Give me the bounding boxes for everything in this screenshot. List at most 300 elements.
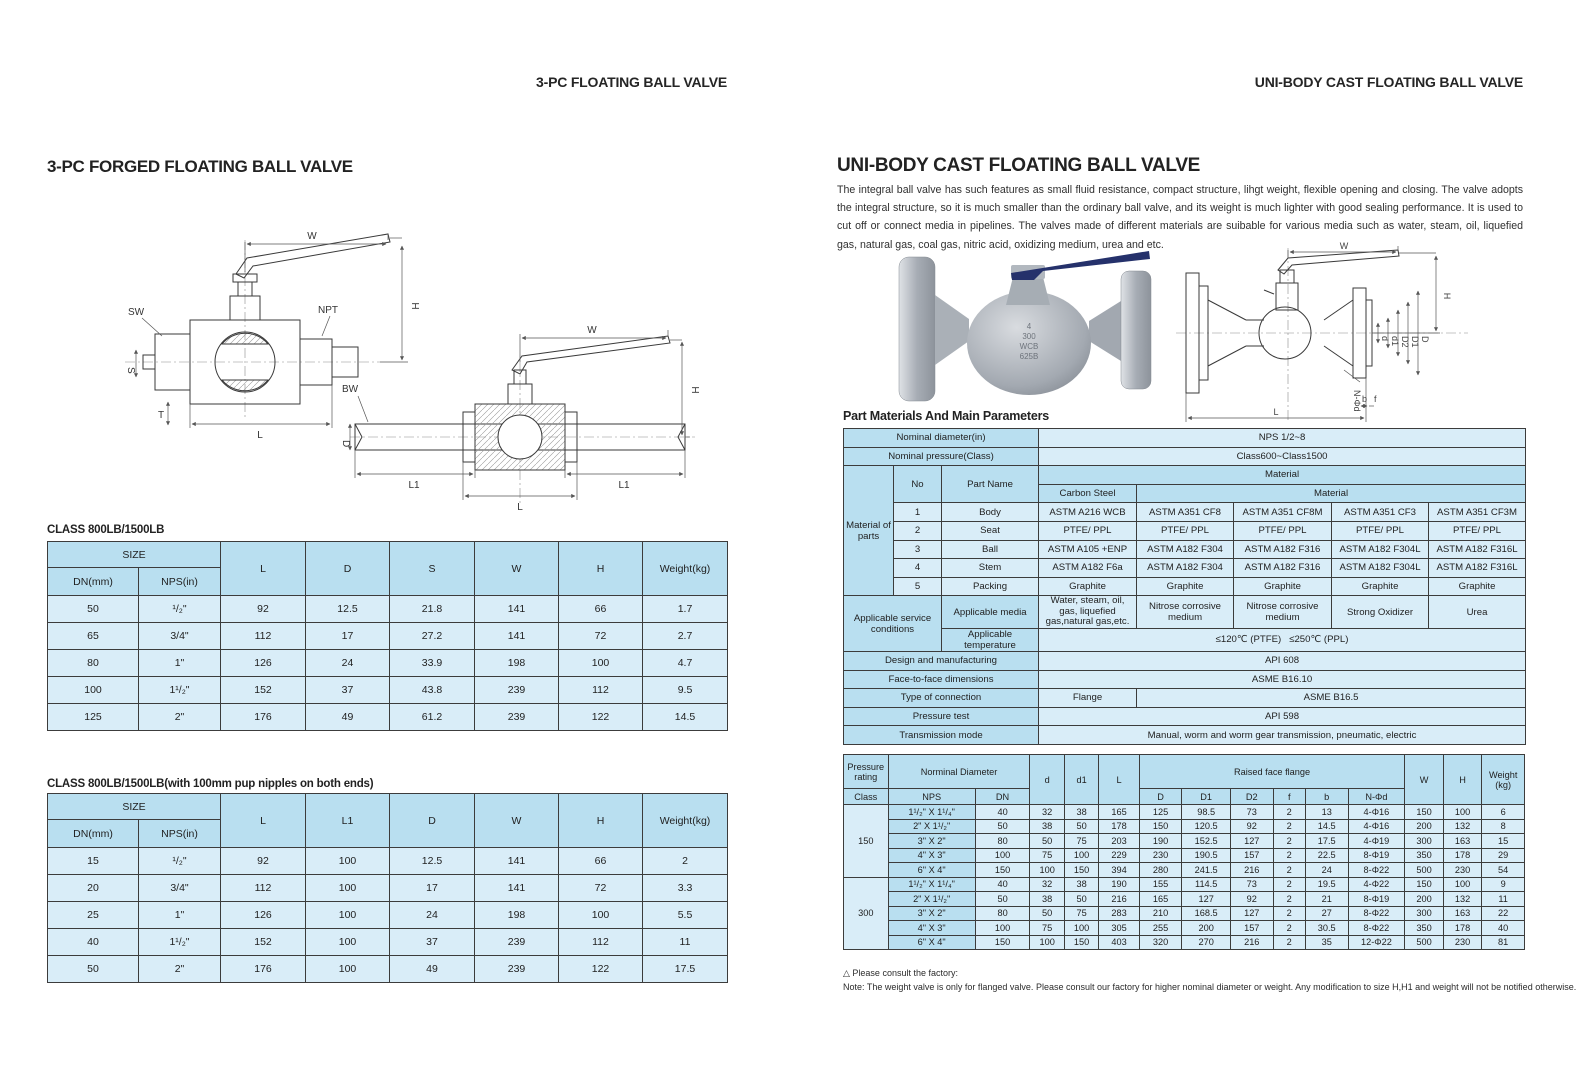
table-header-row (48, 794, 728, 820)
table-row (844, 863, 1525, 878)
table-cell: 200 (1405, 892, 1444, 907)
table-cell: 75 (1064, 906, 1098, 921)
applicable-temp-value: ≤120℃ (PTFE) ≤250℃ (PPL) (1039, 628, 1526, 651)
table-cell: 9.5 (643, 677, 728, 704)
table-cell: 50 (975, 819, 1030, 834)
table-cell: ASTM A351 CF3M (1429, 503, 1526, 522)
table-cell: 239 (475, 704, 559, 731)
table-cell: 6 (1482, 805, 1525, 820)
table-cell: 178 (1443, 848, 1482, 863)
svg-text:625B: 625B (1019, 352, 1039, 361)
table-cell: 500 (1405, 863, 1444, 878)
table2-caption: CLASS 800LB/1500LB(with 100mm pup nipples on both ends) (47, 778, 374, 790)
class-800-1500-table (47, 541, 728, 731)
table-cell: 92 (1230, 819, 1273, 834)
dim-label-D: D (1420, 336, 1430, 343)
table-cell: 66 (559, 596, 643, 623)
dim-label-l2: L (517, 502, 523, 513)
table-row (844, 726, 1526, 745)
material-sub-header: Material (1137, 484, 1526, 503)
svg-text:300: 300 (1022, 332, 1036, 341)
table-row (844, 670, 1526, 689)
table-row (844, 466, 1526, 485)
dim-label-nfd: N-Φd (1352, 390, 1362, 412)
dim-label-dsm: d (1380, 336, 1390, 342)
table-row (844, 447, 1526, 466)
table-cell: 100 (559, 650, 643, 677)
table-cell: 3" X 2" (888, 906, 975, 921)
table-cell: 32 (1030, 877, 1064, 892)
rff-col: D2 (1230, 789, 1273, 805)
nominal-diameter-header: Norminal Diameter (888, 755, 1030, 789)
table-cell: 29 (1482, 848, 1525, 863)
table-cell: 141 (475, 875, 559, 902)
table-cell: 8-Φ19 (1348, 848, 1405, 863)
dim-label-d1: d1 (1390, 336, 1400, 347)
table-cell: 14.5 (643, 704, 728, 731)
table-cell: 132 (1443, 892, 1482, 907)
table-cell: 24 (390, 902, 475, 929)
table-row (844, 877, 1525, 892)
table-cell: ASTM A182 F304 (1137, 559, 1234, 578)
table-cell: 8-Φ22 (1348, 906, 1405, 921)
connection-std: ASME B16.5 (1137, 689, 1526, 708)
table-cell: 15 (1482, 834, 1525, 849)
rff-col: D (1139, 789, 1182, 805)
table-cell: 112 (221, 875, 306, 902)
table-cell: 157 (1230, 921, 1273, 936)
table-cell: 22 (1482, 906, 1525, 921)
table-cell: PTFE/ PPL (1039, 521, 1137, 540)
media-value: Water, steam, oil, gas, liquefied gas,natural gas,etc. (1039, 596, 1137, 629)
dim-label-l: L (257, 430, 263, 441)
table-cell: 3/4" (139, 623, 221, 650)
table-cell: 2" X 1¹/₂" (888, 892, 975, 907)
table-row (844, 805, 1525, 820)
H-header: H (1443, 755, 1482, 805)
dim-label-d: D (340, 440, 351, 448)
dn-header: DN(mm) (48, 568, 139, 596)
table-cell: 216 (1230, 863, 1273, 878)
table-cell: 176 (221, 956, 306, 983)
table-row (844, 503, 1526, 522)
footnote-1: △ Please consult the factory: (843, 968, 958, 978)
rff-col: f (1273, 789, 1305, 805)
table-cell: 49 (306, 704, 390, 731)
table-cell: 38 (1064, 877, 1098, 892)
table-cell: 100 (306, 902, 390, 929)
table-row (844, 819, 1525, 834)
table-cell: 27 (1305, 906, 1348, 921)
connection-type: Flange (1039, 689, 1137, 708)
rff-col: D1 (1182, 789, 1231, 805)
table-cell: 114.5 (1182, 877, 1231, 892)
col-header: S (390, 542, 475, 596)
table-cell: 40 (48, 929, 139, 956)
L-header: L (1099, 755, 1140, 805)
table-cell: 2 (1273, 892, 1305, 907)
table-cell: 1¹/₂" X 1¹/₄" (888, 805, 975, 820)
table-cell: 100 (306, 875, 390, 902)
table-cell: 35 (1305, 935, 1348, 950)
dim-label-h3: H (1442, 292, 1452, 300)
dim-label-w: W (307, 231, 317, 242)
table-cell: 72 (559, 623, 643, 650)
right-section-title: UNI-BODY CAST FLOATING BALL VALVE (837, 155, 1201, 176)
table-cell: Seat (942, 521, 1039, 540)
table-cell: 112 (221, 623, 306, 650)
dim-label-l1-right: L1 (618, 480, 630, 491)
table-cell: 50 (1064, 892, 1098, 907)
part-materials-table (843, 428, 1526, 745)
table-cell: 49 (390, 956, 475, 983)
table-cell: 100 (975, 848, 1030, 863)
table-cell: 17.5 (643, 956, 728, 983)
col-header: L1 (306, 794, 390, 848)
table-cell: 241.5 (1182, 863, 1231, 878)
table-cell: 112 (559, 929, 643, 956)
dimension-lines-cad (1186, 246, 1440, 422)
table-row (48, 596, 728, 623)
table-cell: 40 (1482, 921, 1525, 936)
col-header: Weight(kg) (643, 794, 728, 848)
table-cell: 43.8 (390, 677, 475, 704)
table-cell: 100 (1030, 935, 1064, 950)
table-cell: 2 (1273, 921, 1305, 936)
table-row (844, 540, 1526, 559)
table-cell: 178 (1099, 819, 1140, 834)
dim-label-d2: D2 (1400, 336, 1410, 348)
table-cell: PTFE/ PPL (1429, 521, 1526, 540)
table-cell: 73 (1230, 877, 1273, 892)
table-cell: 21 (1305, 892, 1348, 907)
table-cell: 157 (1230, 848, 1273, 863)
table-cell: 394 (1099, 863, 1140, 878)
table-cell: 66 (559, 848, 643, 875)
media-value: Nitrose corrosive medium (1234, 596, 1332, 629)
table-cell: 3.3 (643, 875, 728, 902)
table-row (844, 921, 1525, 936)
dim-label-l1-left: L1 (408, 480, 420, 491)
table-cell: 2 (1273, 863, 1305, 878)
table-cell: 163 (1443, 834, 1482, 849)
table-cell: 198 (475, 902, 559, 929)
table-cell: 165 (1139, 892, 1182, 907)
table-row (844, 429, 1526, 448)
table-cell: 54 (1482, 863, 1525, 878)
table-cell: Ball (942, 540, 1039, 559)
table-cell: 126 (221, 650, 306, 677)
table-cell: ASTM A182 F6a (1039, 559, 1137, 578)
table-cell: 73 (1230, 805, 1273, 820)
table-cell: 100 (1030, 863, 1064, 878)
table-cell: 127 (1182, 892, 1231, 907)
table-cell: 150 (975, 863, 1030, 878)
table-cell: 2 (643, 848, 728, 875)
materials-caption: Part Materials And Main Parameters (843, 409, 1050, 423)
table-cell: 141 (475, 596, 559, 623)
table-cell: 4.7 (643, 650, 728, 677)
table-cell: 270 (1182, 935, 1231, 950)
table-header-row (844, 755, 1525, 789)
table1-caption: CLASS 800LB/1500LB (47, 524, 165, 536)
table-cell: 11 (1482, 892, 1525, 907)
table-cell: 17 (306, 623, 390, 650)
table-cell: 100 (975, 921, 1030, 936)
table-cell: 30.5 (1305, 921, 1348, 936)
welded-valve-section-view (350, 336, 695, 504)
applicable-temp-label: Applicable temperature (942, 628, 1039, 651)
flanged-valve-outline (1176, 248, 1468, 420)
rff-col: N-Φd (1348, 789, 1405, 805)
table-cell: Packing (942, 577, 1039, 596)
table-cell: 350 (1405, 848, 1444, 863)
table-row (48, 902, 728, 929)
table-cell: 4-Φ16 (1348, 805, 1405, 820)
dim-label-h2: H (689, 386, 700, 394)
table-cell: 2" (139, 704, 221, 731)
table-cell: 12.5 (306, 596, 390, 623)
table-cell: ASTM A182 F304L (1332, 559, 1429, 578)
dim-label-l3: L (1273, 407, 1279, 417)
transmission-label: Transmission mode (844, 726, 1039, 745)
raised-face-flange-header: Raised face flange (1139, 755, 1405, 789)
table-cell: 19.5 (1305, 877, 1348, 892)
dim-label-D1: D1 (1410, 336, 1420, 348)
table-cell: 37 (390, 929, 475, 956)
table-row (844, 892, 1525, 907)
table-cell: 33.9 (390, 650, 475, 677)
f2f-label: Face-to-face dimensions (844, 670, 1039, 689)
table-cell: 2 (894, 521, 942, 540)
table-cell: 1" (139, 902, 221, 929)
table-cell: 320 (1139, 935, 1182, 950)
table-cell: 255 (1139, 921, 1182, 936)
table-cell: ASTM A182 F316L (1429, 540, 1526, 559)
table-cell: 280 (1139, 863, 1182, 878)
class-header: Class (844, 789, 889, 805)
table-cell: 1¹/₂" (139, 929, 221, 956)
table-cell: 141 (475, 848, 559, 875)
nominal-diameter-value: NPS 1/2~8 (1039, 429, 1526, 448)
table-cell: 22.5 (1305, 848, 1348, 863)
table-cell: 2 (1273, 877, 1305, 892)
table-cell: 40 (975, 877, 1030, 892)
dim-label-w2: W (587, 325, 597, 336)
table-cell: 1.7 (643, 596, 728, 623)
rff-col: b (1305, 789, 1348, 805)
table-cell: 150 (844, 805, 889, 878)
dim-label-f: f (1374, 394, 1377, 404)
table-cell: Graphite (1137, 577, 1234, 596)
nominal-pressure-value: Class600~Class1500 (1039, 447, 1526, 466)
table-cell: 100 (1443, 805, 1482, 820)
table-cell: 100 (306, 848, 390, 875)
table-cell: 239 (475, 677, 559, 704)
table-cell: 17 (390, 875, 475, 902)
table-cell: 150 (975, 935, 1030, 950)
table-cell: 81 (1482, 935, 1525, 950)
table-cell: 100 (48, 677, 139, 704)
table-cell: 150 (1064, 935, 1098, 950)
design-label: Design and manufacturing (844, 651, 1039, 670)
table-cell: 37 (306, 677, 390, 704)
table-row (844, 559, 1526, 578)
table-cell: 3" X 2" (888, 834, 975, 849)
table-cell: 150 (1405, 805, 1444, 820)
table-row (48, 848, 728, 875)
table-cell: 100 (306, 956, 390, 983)
table-row (48, 677, 728, 704)
table-cell: ¹/₂" (139, 848, 221, 875)
table-cell: ASTM A351 CF3 (1332, 503, 1429, 522)
table-cell: Graphite (1234, 577, 1332, 596)
media-value: Nitrose corrosive medium (1137, 596, 1234, 629)
table-row (844, 834, 1525, 849)
dim-label-h: H (409, 302, 420, 310)
table-cell: ¹/₂" (139, 596, 221, 623)
table-cell: 5.5 (643, 902, 728, 929)
pressure-test-label: Pressure test (844, 707, 1039, 726)
table-cell: ASTM A182 F316L (1429, 559, 1526, 578)
table-cell: 80 (975, 906, 1030, 921)
dim-label-bw: BW (342, 384, 359, 395)
table-cell: ASTM A182 F304 (1137, 540, 1234, 559)
table-row (844, 628, 1526, 651)
table-cell: 500 (1405, 935, 1444, 950)
pressure-rating-header: Pressure rating (844, 755, 889, 789)
table-cell: 12-Φ22 (1348, 935, 1405, 950)
table-cell: 190.5 (1182, 848, 1231, 863)
table-cell: 216 (1099, 892, 1140, 907)
applicable-media-label: Applicable media (942, 596, 1039, 629)
table-row (844, 707, 1526, 726)
table-row (844, 596, 1526, 629)
table-cell: 178 (1443, 921, 1482, 936)
table-cell: 8-Φ22 (1348, 863, 1405, 878)
table-cell: 126 (221, 902, 306, 929)
table-cell: 2 (1273, 935, 1305, 950)
col-header: H (559, 542, 643, 596)
table-cell: 100 (1443, 877, 1482, 892)
connection-label: Type of connection (844, 689, 1039, 708)
table-row (844, 848, 1525, 863)
table-cell: 50 (1030, 906, 1064, 921)
table-row (48, 956, 728, 983)
table-row (844, 651, 1526, 670)
col-header: Weight(kg) (643, 542, 728, 596)
nominal-diameter-label: Nominal diameter(in) (844, 429, 1039, 448)
table-cell: 21.8 (390, 596, 475, 623)
table-cell: 190 (1139, 834, 1182, 849)
table-cell: 2 (1273, 848, 1305, 863)
table-row (844, 521, 1526, 540)
table-row (844, 689, 1526, 708)
col-header: D (390, 794, 475, 848)
table-cell: 168.5 (1182, 906, 1231, 921)
table-cell: 14.5 (1305, 819, 1348, 834)
nps-header: NPS(in) (139, 820, 221, 848)
col-header: W (475, 794, 559, 848)
table-cell: 300 (844, 877, 889, 950)
table-cell: 165 (1099, 805, 1140, 820)
uni-body-valve-drawing (1168, 238, 1488, 428)
material-header: Material (1039, 466, 1526, 485)
table-cell: 230 (1139, 848, 1182, 863)
table-cell: 4 (894, 559, 942, 578)
table-row (844, 906, 1525, 921)
table-cell: 98.5 (1182, 805, 1231, 820)
table-header-row (48, 542, 728, 568)
media-value: Urea (1429, 596, 1526, 629)
table-cell: Graphite (1429, 577, 1526, 596)
table-cell: 300 (1405, 834, 1444, 849)
table-cell: 12.5 (390, 848, 475, 875)
table-cell: 75 (1030, 848, 1064, 863)
weight-header: Weight (kg) (1482, 755, 1525, 805)
table-cell: 125 (1139, 805, 1182, 820)
table-row (48, 929, 728, 956)
table-cell: 8-Φ22 (1348, 921, 1405, 936)
table-cell: 150 (1139, 819, 1182, 834)
table-cell: 24 (1305, 863, 1348, 878)
table-cell: 100 (1064, 921, 1098, 936)
table-cell: 230 (1443, 863, 1482, 878)
table-row (844, 577, 1526, 596)
table-cell: 11 (643, 929, 728, 956)
table-cell: 155 (1139, 877, 1182, 892)
table-cell: ASTM A105 +ENP (1039, 540, 1137, 559)
table-cell: 6" X 4" (888, 863, 975, 878)
size-header: SIZE (48, 542, 221, 568)
table-cell: 2 (1273, 906, 1305, 921)
table-cell: 200 (1182, 921, 1231, 936)
table-cell: 4-Φ22 (1348, 877, 1405, 892)
table-cell: 152.5 (1182, 834, 1231, 849)
table-cell: 163 (1443, 906, 1482, 921)
table-cell: 3/4" (139, 875, 221, 902)
table-cell: 132 (1443, 819, 1482, 834)
carbon-steel-header: Carbon Steel (1039, 484, 1137, 503)
table-cell: 38 (1030, 892, 1064, 907)
table-cell: 75 (1030, 921, 1064, 936)
f2f-value: ASME B16.10 (1039, 670, 1526, 689)
col-header: D (306, 542, 390, 596)
table-cell: 230 (1443, 935, 1482, 950)
table-cell: 75 (1064, 834, 1098, 849)
table-cell: 100 (559, 902, 643, 929)
table-cell: 32 (1030, 805, 1064, 820)
table-cell: 350 (1405, 921, 1444, 936)
table-cell: 1" (139, 650, 221, 677)
col-header: W (475, 542, 559, 596)
dn-header: DN(mm) (48, 820, 139, 848)
table-cell: 152 (221, 929, 306, 956)
table-cell: 50 (975, 892, 1030, 907)
table-cell: 80 (48, 650, 139, 677)
pressure-test-value: API 598 (1039, 707, 1526, 726)
table-cell: ASTM A182 F316 (1234, 559, 1332, 578)
left-page-header: 3-PC FLOATING BALL VALVE (536, 74, 727, 90)
dim-label-s: S (125, 367, 136, 374)
table-cell: 24 (306, 650, 390, 677)
table-cell: 13 (1305, 805, 1348, 820)
table-cell: 72 (559, 875, 643, 902)
table-row (48, 650, 728, 677)
table-cell: 122 (559, 956, 643, 983)
table-cell: Graphite (1039, 577, 1137, 596)
table-cell: 229 (1099, 848, 1140, 863)
